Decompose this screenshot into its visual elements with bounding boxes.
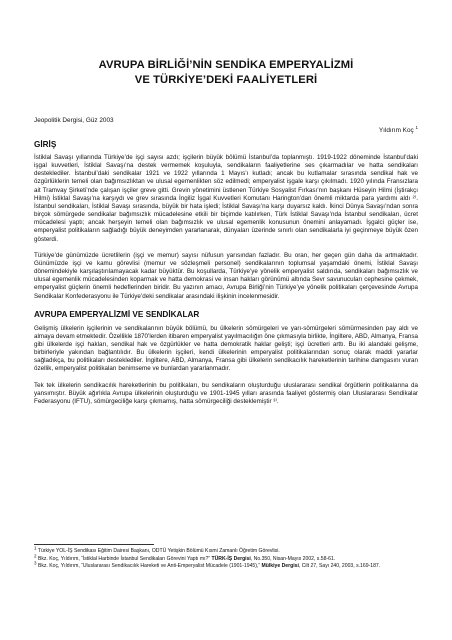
footnote-2 [34, 552, 418, 563]
document-title [34, 58, 418, 88]
footnote-text: Bkz. Koç, Yıldırım, “İstiklal Harbinde İstanbul Sendikaları Görevini Yaptı mı?” [37, 555, 211, 562]
footnote-details: , Cilt 27, Sayı 240, 2003, s.169-187. [298, 563, 381, 570]
footnote-text: Bkz. Koç, Yıldırım, “Uluslararası Sendikacılık Hareketi ve Anti-Emperyalist Mücadele (1901-1945),” [37, 563, 261, 570]
footnote-rule [34, 544, 154, 545]
author-footnote-ref: 1 [415, 124, 418, 130]
footnote-details: , No.350, Nisan-Mayıs 2002, s.58-61. [250, 555, 336, 562]
footnote-number: 1 [34, 545, 37, 551]
document-body [34, 139, 418, 414]
author-name [379, 126, 418, 135]
paragraph-intro-1: İstiklal Savaşı yıllarında Türkiye’de işçi sayısı azdı; işçilerin büyük bölümü İstanbul’da toplanmıştı. 1919-1922 döneminde İstanbul’daki işgal kuvvetleri, İstiklal Savaşı’na destek vermemek koşuluyla, sendikaların faaliyetlerine ses çıkarmadılar ve hatta sendikaları desteklediler. İstanbul’daki sendikalar 1921 ve 1922 yıllarında 1 Mayıs’ı kutladı; ancak bu kutlamalar sırasında sendikal hak ve özgürlüklerin temeli olan bağımsızlıktan ve ulusal egemenlikten söz edilmedi; emperyalist işgale karşı çıkılmadı. 1920 yılında Fransızlara ait Tramvay Şirketi’nde çalışan işçiler greve gitti. Grevin yönetimini üstlenen Türkiye Sosyalist Fırkası’nın başkanı Hüseyin Hilmi (İştirakçı Hilmi) İstiklal Savaşı’na karşıydı ve grev sırasında İngiliz İşgal Kuvvetleri Komutanı Harington’dan önemli miktarda para yardımı aldı ²⁾. İstanbul sendikaları, İstiklal Savaşı sırasında, büyük bir hata işledi; İstiklal Savaşı’na karşı duyarsız kaldı. İkinci Dünya Savaşı’ndan sonra birçok sömürgede sendikalar bağımsızlık mücadelesine etkili bir biçimde katılırken, Türk İstiklal Savaşı’nda İstanbul sendikaları, ücret mücadelesi yaptı; ancak herşeyin temeli olan bağımsızlık ve ulusal egemenlik konusunun önemini anlayamadı. İşgalci güçler ise, emperyalist politikaların sağladığı büyük deneyimden yararlanarak, dünyaları üzerinde sınırlı olan sendikalarla iyi geçinmeye büyük özen gösterdi. [34, 154, 418, 243]
section-heading-intro: GİRİŞ [34, 140, 57, 149]
footnotes [34, 544, 418, 571]
footnote-3 [34, 560, 418, 570]
footnote-number: 3 [34, 560, 37, 566]
footnote-text: Türkiye YOL-İŞ Sendikası Eğitim Dairesi Başkanı, ODTÜ Yetişkin Bölümü Kısmi Zamanlı Öğretim Görevlisi. [37, 548, 280, 554]
paragraph-imperialism-2: Tek tek ülkelerin sendikacılık hareketlerinin bu politikaları, bu sendikaların oluşturduğu uluslararası sendikal örgütlerin politikalarına da yansımıştır. Büyük ağırlıkla Avrupa ülkelerinin oluşturduğu ve 1901-1945 yılları arasında faaliyet göstermiş olan Uluslararası Sendikalar Federasyonu (IFTU), sömürgeciliğe karşı çıkmamış, hatta sömürgeciliği desteklemiştir ³⁾. [34, 381, 418, 405]
paragraph-intro-2: Türkiye’de günümüzde ücretlilerin (işçi ve memur) sayısı nüfusun yarısından fazladır. Bu oran, her geçen gün daha da artmaktadır. Günümüzde işçi ve kamu görevlisi (memur ve sözleşmeli personel) sendikalarının toplumsal yaşamdaki önemi, İstiklal Savaşı dönemindekiyle karşılaştırılamayacak kadar büyüktür. Bu koşullarda, Türkiye’ye yönelik emperyalist saldırıda, sendikaları bağımsızlık ve ulusal egemenlik mücadelesinden koparmak ve hatta demokrasi ve insan hakları görünümü altında Sevr savunucuları cephesine çekmek, emperyalist güçlerin önemli hedeflerinden biridir. Bu yazının amacı, Avrupa Birliği’nin Türkiye’ye yönelik politikaları çerçevesinde Avrupa Sendikalar Konfederasyonu ile Türkiye’deki sendikalar arasındaki ilişkinin incelenmesidir. [34, 251, 418, 300]
title-line-2: VE TÜRKİYE’DEKİ FAALİYETLERİ [134, 74, 318, 86]
author-text: Yıldırım Koç [378, 127, 414, 134]
footnote-1 [34, 545, 418, 555]
paragraph-imperialism-1: Gelişmiş ülkelerin işçilerinin ve sendikalarının büyük bölümü, bu ülkelerin sömürgeleri ve yarı-sömürgeleri sömürmesinden pay aldı ve almaya devam etmektedir. Özellikle 1870’lerden itibaren emperyalist yayılmacılığın öne çıkmasıyla birlikte, İngiltere, ABD, Almanya, Fransa gibi ülkelerde işçi hakları, sendikal hak ve özgürlükler ve hatta demokratik haklar gelişti; işçi ücretleri arttı. Bu iki alandaki gelişme, birbirleriyle yakından bağlantılıdır. Bu ülkelerin işçileri, kendi ülkelerinin emperyalist politikalarından sonuç olarak maddi yararlar sağladıkça, bu politikaları desteklediler. İngiltere, ABD, Almanya, Fransa gibi ülkelerin sendikacılık hareketlerinin tarihine damgasını vuran özellik, emperyalist politikaları benimseme ve bunlardan yararlanmadır. [34, 324, 418, 373]
footnote-source-title: TÜRK-İŞ Dergisi [211, 555, 251, 562]
footnote-source-title: Mülkiye Dergisi [261, 563, 299, 570]
section-heading-european-imperialism: AVRUPA EMPERYALİZMİ VE SENDİKALAR [34, 309, 200, 319]
footnote-number: 2 [34, 552, 37, 558]
title-line-1: AVRUPA BİRLİĞİ’NİN SENDİKA EMPERYALİZMİ [98, 59, 354, 71]
journal-citation: Jeopolitik Dergisi, Güz 2003 [34, 117, 114, 124]
